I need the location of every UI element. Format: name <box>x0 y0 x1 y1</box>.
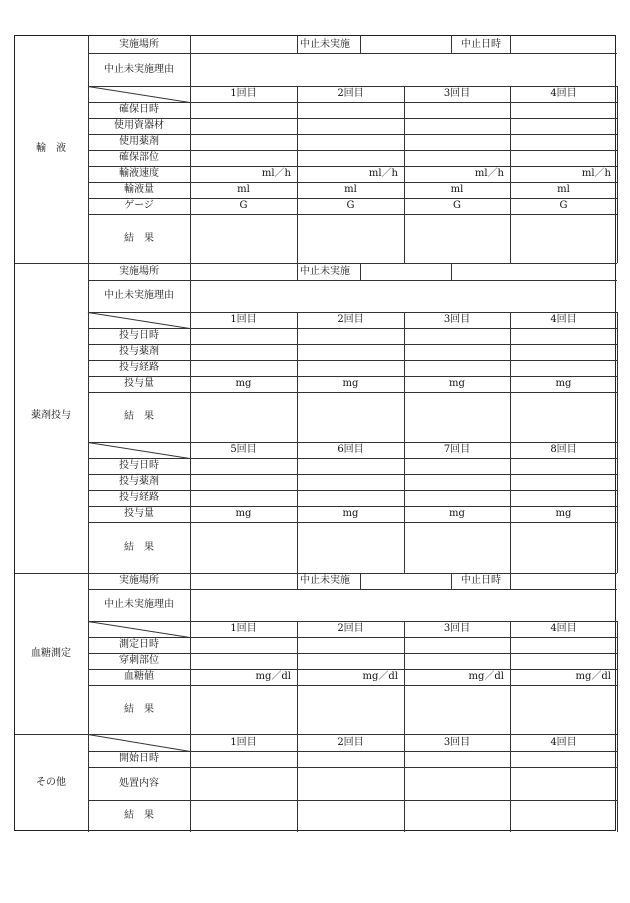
infusion-row-cell[interactable] <box>511 151 616 165</box>
not-done-label: 中止未実施 <box>300 265 350 277</box>
result-label: 結 果 <box>124 703 154 715</box>
section-title-infusion: 輸 液 <box>36 143 66 154</box>
grid-line <box>297 263 298 280</box>
not-done-field[interactable] <box>361 264 450 279</box>
round-label: 7回目 <box>443 444 471 455</box>
drug-row-unit: mg <box>555 508 572 519</box>
grid-line <box>15 263 617 264</box>
round-label: 1回目 <box>230 88 257 99</box>
other-row-cell[interactable] <box>405 752 509 766</box>
glucose-row-cell[interactable] <box>298 654 403 668</box>
infusion-row-cell[interactable] <box>511 119 616 133</box>
round-label: 1回目 <box>230 736 257 748</box>
grid-line <box>297 621 298 637</box>
grid-line <box>617 86 618 102</box>
grid-line <box>617 490 618 506</box>
section-title-drug: 薬剤投与 <box>31 410 71 421</box>
drug-row-cell[interactable] <box>511 361 616 375</box>
grid-line <box>510 86 511 102</box>
diagonal-line <box>88 442 190 459</box>
drug-row-cell[interactable] <box>405 329 509 343</box>
place-field[interactable] <box>191 264 296 279</box>
infusion-row-cell[interactable] <box>405 119 509 133</box>
grid-line <box>617 166 618 182</box>
grid-line <box>617 118 618 134</box>
infusion-row-cell[interactable] <box>191 103 296 117</box>
grid-line <box>297 36 298 53</box>
drug-row-cell[interactable] <box>405 475 509 489</box>
infusion-row-label: 使用資器材 <box>114 120 164 131</box>
drug-row-cell[interactable] <box>405 345 509 359</box>
drug-row-cell[interactable] <box>191 345 296 359</box>
drug-row-cell[interactable] <box>191 459 296 473</box>
section-title-other: その他 <box>36 777 66 788</box>
drug-row-unit: mg <box>235 378 252 389</box>
place-field[interactable] <box>191 37 296 52</box>
other-row-cell[interactable] <box>191 768 296 799</box>
result-cell[interactable] <box>298 393 403 441</box>
grid-line <box>88 312 617 313</box>
result-cell[interactable] <box>191 523 296 572</box>
reason-label: 中止未実施理由 <box>104 290 174 301</box>
infusion-row-cell[interactable] <box>405 103 509 117</box>
other-row-cell[interactable] <box>511 768 616 799</box>
glucose-row-unit: mg／dl <box>255 671 291 682</box>
grid-line <box>297 573 298 589</box>
grid-line <box>190 734 191 751</box>
infusion-row-label: ゲージ <box>124 200 154 211</box>
reason-field[interactable] <box>191 281 616 311</box>
drug-row-label: 投与量 <box>124 508 154 519</box>
drug-row-cell[interactable] <box>511 329 616 343</box>
infusion-row-unit: G <box>453 200 461 211</box>
result-cell[interactable] <box>191 686 296 733</box>
round-label: 4回目 <box>550 88 577 99</box>
infusion-row-unit: ml／h <box>474 168 504 179</box>
place-label: 実施場所 <box>119 38 159 50</box>
round-label: 2回目 <box>337 314 364 325</box>
result-cell[interactable] <box>298 215 403 262</box>
grid-line <box>190 312 191 328</box>
infusion-row-label: 輸液量 <box>124 184 154 195</box>
not-done-label: 中止未実施 <box>300 38 350 50</box>
infusion-row-label: 確保日時 <box>119 104 159 115</box>
diagonal-line <box>88 734 190 752</box>
round-label: 4回目 <box>550 623 577 634</box>
round-label: 6回目 <box>337 444 364 455</box>
grid-line <box>617 653 618 669</box>
infusion-row-cell[interactable] <box>191 119 296 133</box>
grid-line <box>88 621 617 622</box>
result-cell[interactable] <box>298 523 403 572</box>
grid-line <box>617 214 618 263</box>
other-row-cell[interactable] <box>405 768 509 799</box>
grid-line <box>617 344 618 360</box>
other-row-label: 処置内容 <box>119 777 159 789</box>
round-label: 1回目 <box>230 623 257 634</box>
drug-row-cell[interactable] <box>298 475 403 489</box>
grid-line <box>617 685 618 734</box>
drug-row-cell[interactable] <box>191 491 296 505</box>
glucose-row-unit: mg／dl <box>362 671 398 682</box>
grid-line <box>404 734 405 751</box>
grid-line <box>297 734 298 751</box>
grid-line <box>404 312 405 328</box>
grid-line <box>451 263 452 280</box>
infusion-row-unit: G <box>239 200 248 211</box>
grid-line <box>297 312 298 328</box>
drug-row-unit: mg <box>342 508 359 519</box>
not-done-field[interactable] <box>361 574 450 588</box>
drug-row-cell[interactable] <box>405 459 509 473</box>
diagonal-line <box>88 86 190 103</box>
infusion-row-unit: ml／h <box>368 168 398 179</box>
grid-line <box>451 573 452 589</box>
other-row-cell[interactable] <box>191 752 296 766</box>
drug-row-unit: mg <box>449 378 465 389</box>
glucose-row-cell[interactable] <box>191 638 296 652</box>
drug-row-unit: mg <box>342 378 359 389</box>
result-label: 結 果 <box>124 232 154 244</box>
result-cell[interactable] <box>511 523 616 572</box>
infusion-row-label: 使用薬剤 <box>119 136 159 147</box>
round-label: 5回目 <box>230 444 257 455</box>
infusion-row-cell[interactable] <box>191 135 296 149</box>
result-label: 結 果 <box>124 411 154 422</box>
result-cell[interactable] <box>191 215 296 262</box>
infusion-row-unit: ml <box>344 184 357 195</box>
glucose-row-label: 測定日時 <box>119 639 159 650</box>
reason-label: 中止未実施理由 <box>104 599 174 610</box>
drug-row-cell[interactable] <box>298 345 403 359</box>
glucose-row-unit: mg／dl <box>468 671 504 682</box>
infusion-row-unit: ml <box>237 184 250 195</box>
drug-row-cell[interactable] <box>511 459 616 473</box>
grid-line <box>190 442 191 458</box>
reason-field[interactable] <box>191 54 616 85</box>
infusion-row-label: 確保部位 <box>119 152 159 163</box>
infusion-row-cell[interactable] <box>298 103 403 117</box>
drug-row-label: 投与薬剤 <box>119 346 159 357</box>
result-cell[interactable] <box>405 686 509 733</box>
grid-line <box>617 182 618 198</box>
glucose-row-cell[interactable] <box>511 638 616 652</box>
round-label: 3回目 <box>443 736 471 748</box>
diagonal-line <box>88 312 190 329</box>
grid-line <box>510 312 511 328</box>
drug-row-label: 投与薬剤 <box>119 476 159 487</box>
grid-line <box>190 86 191 102</box>
drug-row-cell[interactable] <box>298 491 403 505</box>
grid-line <box>404 86 405 102</box>
grid-line <box>617 198 618 214</box>
drug-row-unit: mg <box>555 378 572 389</box>
infusion-row-cell[interactable] <box>298 135 403 149</box>
grid-line <box>617 458 618 474</box>
drug-row-cell[interactable] <box>511 345 616 359</box>
drug-row-cell[interactable] <box>298 329 403 343</box>
infusion-row-unit: G <box>346 200 355 211</box>
glucose-row-cell[interactable] <box>511 654 616 668</box>
drug-row-cell[interactable] <box>191 329 296 343</box>
glucose-row-cell[interactable] <box>298 638 403 652</box>
grid-line <box>617 134 618 150</box>
drug-row-cell[interactable] <box>298 459 403 473</box>
grid-line <box>510 621 511 637</box>
result-cell[interactable] <box>405 215 509 262</box>
infusion-row-unit: ml／h <box>581 168 611 179</box>
round-label: 3回目 <box>443 314 471 325</box>
drug-row-cell[interactable] <box>298 361 403 375</box>
result-label: 結 果 <box>124 810 154 821</box>
grid-line <box>617 751 618 767</box>
infusion-row-unit: ml <box>557 184 570 195</box>
round-label: 2回目 <box>337 623 364 634</box>
other-row-cell[interactable] <box>298 752 403 766</box>
reason-label: 中止未実施理由 <box>104 63 174 75</box>
infusion-row-cell[interactable] <box>298 119 403 133</box>
record-form <box>14 35 616 831</box>
drug-row-label: 投与量 <box>124 378 154 389</box>
round-label: 2回目 <box>337 736 364 748</box>
grid-line <box>617 522 618 573</box>
other-row-cell[interactable] <box>511 752 616 766</box>
place-field[interactable] <box>191 574 296 588</box>
result-cell[interactable] <box>298 686 403 733</box>
not-done-label: 中止未実施 <box>300 575 350 586</box>
grid-line <box>617 474 618 490</box>
grid-line <box>617 312 618 328</box>
round-label: 3回目 <box>443 623 471 634</box>
grid-line <box>190 621 191 637</box>
infusion-row-unit: ml <box>450 184 464 195</box>
grid-line <box>510 442 511 458</box>
grid-line <box>88 36 89 832</box>
round-label: 2回目 <box>337 88 364 99</box>
glucose-row-cell[interactable] <box>405 654 509 668</box>
other-row-label: 開始日時 <box>119 753 159 764</box>
round-label: 4回目 <box>550 314 577 325</box>
infusion-row-cell[interactable] <box>511 135 616 149</box>
grid-line <box>451 36 452 53</box>
drug-row-unit: mg <box>449 508 465 519</box>
grid-line <box>15 734 617 735</box>
drug-row-label: 投与経路 <box>119 362 159 373</box>
grid-line <box>88 442 617 443</box>
grid-line <box>617 637 618 653</box>
grid-line <box>297 86 298 102</box>
infusion-row-cell[interactable] <box>298 151 403 165</box>
grid-line <box>88 86 617 87</box>
grid-line <box>617 376 618 392</box>
drug-row-cell[interactable] <box>191 361 296 375</box>
place-label: 実施場所 <box>119 265 159 277</box>
result-cell[interactable] <box>191 801 296 831</box>
grid-line <box>617 506 618 522</box>
result-cell[interactable] <box>405 393 509 441</box>
grid-line <box>617 360 618 376</box>
infusion-row-label: 輸液速度 <box>119 168 159 179</box>
grid-line <box>510 734 511 751</box>
result-cell[interactable] <box>511 801 616 831</box>
glucose-row-label: 穿刺部位 <box>119 655 159 666</box>
grid-line <box>617 392 618 442</box>
drug-row-cell[interactable] <box>191 475 296 489</box>
result-label: 結 果 <box>124 541 154 553</box>
drug-row-label: 投与日時 <box>119 330 159 341</box>
reason-field[interactable] <box>191 590 616 620</box>
drug-row-cell[interactable] <box>511 491 616 505</box>
stop-time-field[interactable] <box>511 37 616 52</box>
glucose-row-cell[interactable] <box>191 654 296 668</box>
result-cell[interactable] <box>511 215 616 262</box>
other-row-cell[interactable] <box>298 768 403 799</box>
grid-line <box>617 800 618 832</box>
glucose-row-unit: mg／dl <box>575 671 611 682</box>
drug-row-label: 投与経路 <box>119 492 159 503</box>
grid-line <box>617 621 618 637</box>
drug-row-label: 投与日時 <box>119 460 159 471</box>
grid-line <box>297 442 298 458</box>
grid-line <box>617 102 618 118</box>
grid-line <box>617 767 618 800</box>
result-cell[interactable] <box>298 801 403 831</box>
result-cell[interactable] <box>405 801 509 831</box>
infusion-row-unit: ml／h <box>261 168 291 179</box>
grid-line <box>404 442 405 458</box>
drug-row-cell[interactable] <box>405 361 509 375</box>
infusion-row-cell[interactable] <box>405 151 509 165</box>
drug-row-unit: mg <box>235 508 252 519</box>
glucose-row-cell[interactable] <box>405 638 509 652</box>
place-label: 実施場所 <box>119 575 159 586</box>
not-done-field[interactable] <box>361 37 450 52</box>
round-label: 4回目 <box>550 736 577 748</box>
infusion-row-cell[interactable] <box>405 135 509 149</box>
stop-time-label: 中止日時 <box>461 575 501 586</box>
infusion-row-unit: G <box>559 200 568 211</box>
grid-line <box>617 669 618 685</box>
round-label: 3回目 <box>443 88 471 99</box>
stop-time-field[interactable] <box>511 574 616 588</box>
drug-row-cell[interactable] <box>511 475 616 489</box>
grid-line <box>617 328 618 344</box>
grid-line <box>617 150 618 166</box>
grid-line <box>404 621 405 637</box>
round-label: 8回目 <box>550 444 577 455</box>
result-cell[interactable] <box>511 686 616 733</box>
glucose-row-label: 血糖値 <box>124 671 154 682</box>
grid-line <box>617 442 618 458</box>
drug-row-cell[interactable] <box>405 491 509 505</box>
result-cell[interactable] <box>191 393 296 441</box>
round-label: 1回目 <box>230 314 257 325</box>
grid-line <box>617 734 618 751</box>
stop-time-label: 中止日時 <box>461 38 501 50</box>
diagonal-line <box>88 621 190 638</box>
infusion-row-cell[interactable] <box>511 103 616 117</box>
infusion-row-cell[interactable] <box>191 151 296 165</box>
result-cell[interactable] <box>405 523 509 572</box>
section-title-glucose: 血糖測定 <box>31 648 71 659</box>
result-cell[interactable] <box>511 393 616 441</box>
